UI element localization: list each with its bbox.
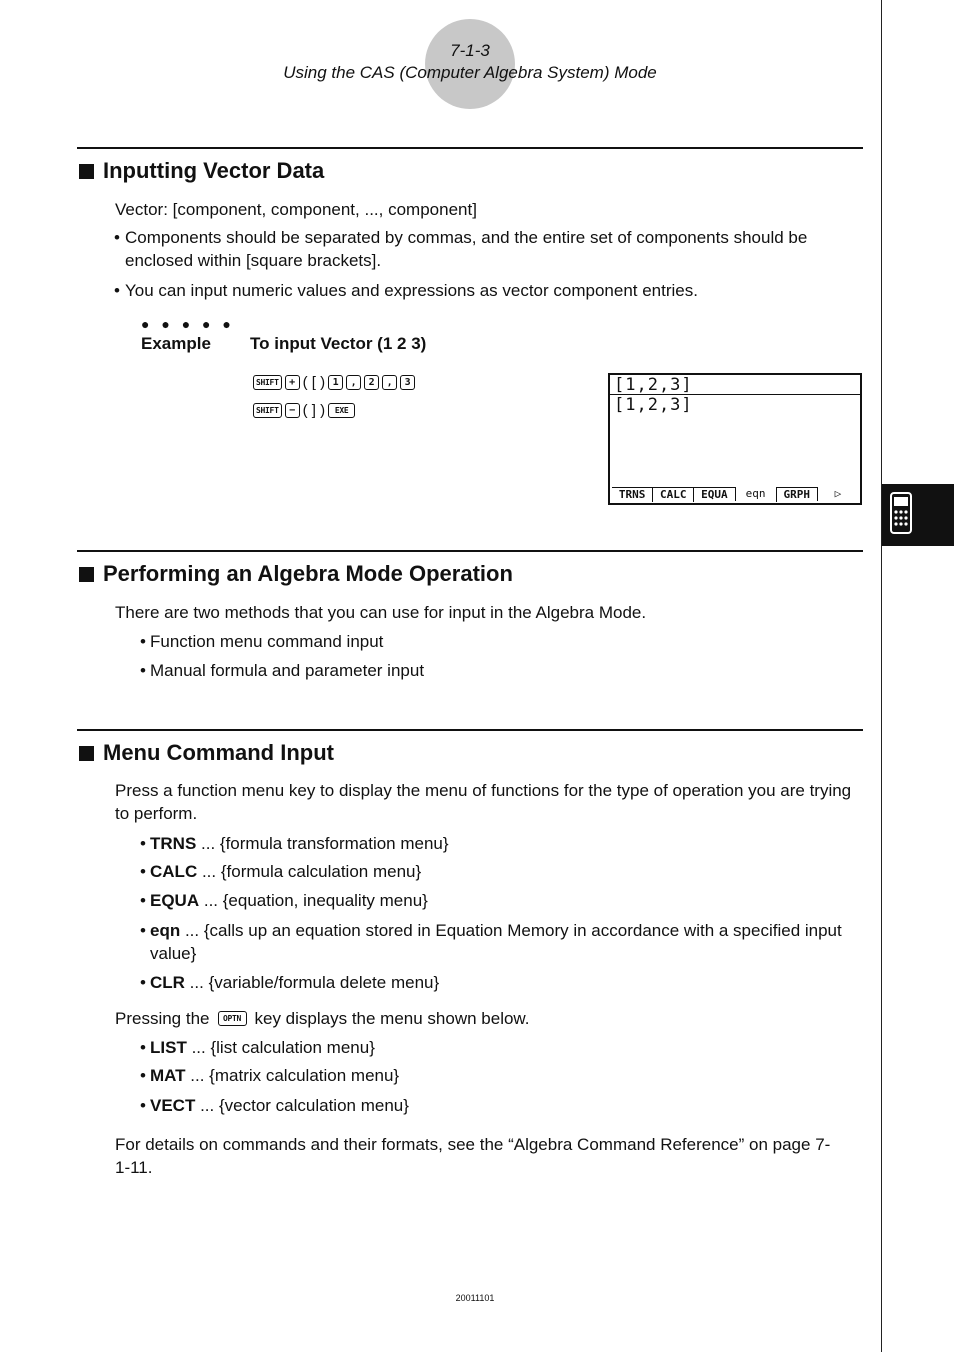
list-item: • EQUA ... {equation, inequality menu} xyxy=(140,891,428,910)
section-title: Menu Command Input xyxy=(79,740,334,766)
list-item: • Manual formula and parameter input xyxy=(140,661,425,680)
key-caption: ( [ ) xyxy=(302,374,326,391)
menu-item-grph: GRPH xyxy=(776,487,817,502)
section-rule xyxy=(77,147,863,149)
minus-key-icon: − xyxy=(285,403,300,418)
example-dots: ● ● ● ● ● xyxy=(141,316,235,332)
list-item: • TRNS ... {formula transformation menu} xyxy=(140,834,449,853)
paragraph: Press a function menu key to display the menu of functions for the type of operation you are trying to perform. xyxy=(115,781,852,823)
square-bullet-icon xyxy=(79,746,94,761)
list-item: • Components should be separated by commas, and the entire set of components should be enclosed within [square brackets]. xyxy=(114,228,808,270)
optn-paragraph: Pressing the OPTN key displays the menu shown below. xyxy=(115,1009,530,1028)
key-sequence-row-1 xyxy=(253,374,415,391)
menu-item-next-icon: ▷ xyxy=(817,487,858,501)
comma-key-icon: , xyxy=(346,375,361,390)
calculator-screen xyxy=(608,373,862,505)
example-title: To input Vector (1 2 3) xyxy=(250,334,427,353)
key-sequence-row-2 xyxy=(253,402,355,419)
list-item: • CALC ... {formula calculation menu} xyxy=(140,862,422,881)
digit-key-icon: 2 xyxy=(364,375,379,390)
shift-key-icon: SHIFT xyxy=(253,375,282,390)
menu-item-calc: CALC xyxy=(652,487,693,502)
list-item: • eqn ... {calls up an equation stored in Equation Memory in accordance with a specified input value} xyxy=(140,921,842,963)
section-rule xyxy=(77,550,863,552)
page-number: 7-1-3 xyxy=(450,41,490,60)
square-bullet-icon xyxy=(79,567,94,582)
list-item: • Function menu command input xyxy=(140,632,384,651)
function-menu xyxy=(612,487,858,503)
list-item: • You can input numeric values and expressions as vector component entries. xyxy=(114,281,698,300)
list-item: • MAT ... {matrix calculation menu} xyxy=(140,1066,400,1085)
screen-input-line: [1,2,3] xyxy=(614,375,693,395)
list-item: • CLR ... {variable/formula delete menu} xyxy=(140,973,440,992)
section-title: Performing an Algebra Mode Operation xyxy=(79,561,513,587)
comma-key-icon: , xyxy=(382,375,397,390)
section-rule xyxy=(77,729,863,731)
chapter-title: Using the CAS (Computer Algebra System) Mode xyxy=(283,63,657,82)
menu-item-trns: TRNS xyxy=(612,487,652,502)
menu-item-eqn: eqn xyxy=(735,487,776,501)
exe-key-icon: EXE xyxy=(328,403,355,418)
digit-key-icon: 1 xyxy=(328,375,343,390)
list-item: • LIST ... {list calculation menu} xyxy=(140,1038,375,1057)
closing-paragraph: For details on commands and their formats, see the “Algebra Command Reference” on page 7-1-11. xyxy=(115,1135,831,1177)
page-header xyxy=(0,0,954,120)
vector-format: Vector: [component, component, ..., component] xyxy=(115,200,477,219)
shift-key-icon: SHIFT xyxy=(253,403,282,418)
digit-key-icon: 3 xyxy=(400,375,415,390)
paragraph: There are two methods that you can use for input in the Algebra Mode. xyxy=(115,603,647,622)
menu-item-equa: EQUA xyxy=(693,487,734,502)
margin-line xyxy=(881,0,882,1352)
example-label: Example xyxy=(141,334,211,353)
optn-key-icon: OPTN xyxy=(218,1011,247,1026)
square-bullet-icon xyxy=(79,164,94,179)
screen-result-line: [1,2,3] xyxy=(614,395,693,415)
section-title: Inputting Vector Data xyxy=(79,158,324,184)
list-item: • VECT ... {vector calculation menu} xyxy=(140,1096,409,1115)
chapter-tab xyxy=(882,484,954,546)
calculator-icon xyxy=(890,492,912,534)
plus-key-icon: + xyxy=(285,375,300,390)
key-caption: ( ] ) xyxy=(302,402,326,419)
footer-code: 20011101 xyxy=(455,1293,495,1303)
